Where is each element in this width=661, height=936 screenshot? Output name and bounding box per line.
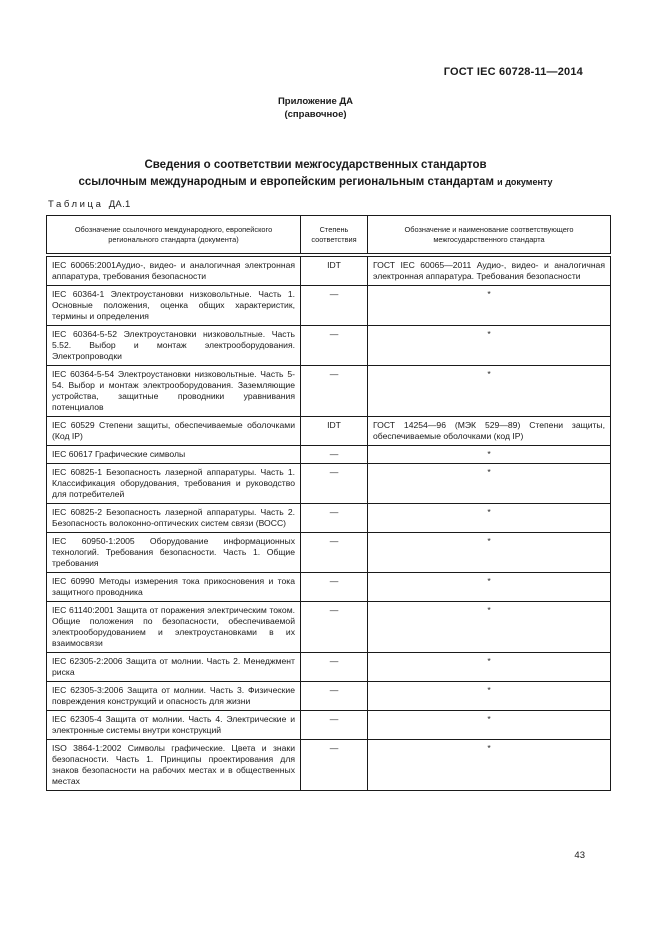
table-row (47, 464, 611, 504)
degree-cell: — (301, 602, 368, 653)
degree-cell: — (301, 464, 368, 504)
degree-cell: — (301, 366, 368, 417)
table-row (47, 366, 611, 417)
table-row (47, 504, 611, 533)
table-label-word: Таблица (48, 199, 104, 210)
degree-cell: — (301, 286, 368, 326)
table-row (47, 446, 611, 464)
document-code: ГОСТ IEC 60728-11—2014 (443, 66, 583, 78)
degree-cell: — (301, 653, 368, 682)
reference-standard-cell: IEC 60825-1 Безопасность лазерной аппаратуры. Часть 1. Классификация оборудования, требования и руководство для потребителей (47, 464, 301, 504)
reference-standard-cell: IEC 60364-5-52 Электроустановки низковольтные. Часть 5.52. Выбор и монтаж электрооборудования. Электропроводки (47, 326, 301, 366)
interstate-standard-cell: * (368, 653, 611, 682)
table-row (47, 257, 611, 286)
interstate-standard-cell: * (368, 446, 611, 464)
annex-subtitle: (справочное) (284, 109, 347, 120)
section-title-line2 (0, 174, 631, 191)
table-row (47, 326, 611, 366)
interstate-standard-cell: * (368, 573, 611, 602)
degree-cell: — (301, 533, 368, 573)
table-row (47, 711, 611, 740)
interstate-standard-cell: * (368, 682, 611, 711)
interstate-standard-cell: ГОСТ 14254—96 (МЭК 529—89) Степени защиты, обеспечиваемые оболочками (код IP) (368, 417, 611, 446)
section-title-line1: Сведения о соответствии межгосударственных стандартов (144, 159, 487, 171)
table-label-number: ДА.1 (108, 199, 131, 210)
reference-standard-cell: IEC 60950-1:2005 Оборудование информационных технологий. Требования безопасности. Часть 1. Общие требования (47, 533, 301, 573)
interstate-standard-cell: * (368, 533, 611, 573)
reference-standard-cell: IEC 60364-5-54 Электроустановки низковольтные. Часть 5-54. Выбор и монтаж электрооборудования. Заземляющие устройства, защитные проводники уравнивания потенциалов (47, 366, 301, 417)
degree-cell: — (301, 711, 368, 740)
column-header-interstate: Обозначение и наименование соответствующего межгосударственного стандарта (368, 216, 611, 254)
table-row (47, 573, 611, 602)
table-header-row (47, 216, 611, 254)
table-row (47, 602, 611, 653)
reference-standard-cell: IEC 62305-3:2006 Защита от молнии. Часть 3. Физические повреждения конструкций и опасность для жизни (47, 682, 301, 711)
degree-cell: — (301, 740, 368, 791)
degree-cell: — (301, 446, 368, 464)
reference-standard-cell: ISO 3864-1:2002 Символы графические. Цвета и знаки безопасности. Часть 1. Принципы проектирования для знаков безопасности на рабочих местах и в общественных местах (47, 740, 301, 791)
reference-standard-cell: IEC 60065:2001Аудио-, видео- и аналогичная электронная аппаратура, требования безопасности (47, 257, 301, 286)
table-row (47, 682, 611, 711)
page-number: 43 (574, 850, 585, 861)
interstate-standard-cell: * (368, 286, 611, 326)
table-row (47, 740, 611, 791)
degree-cell: — (301, 326, 368, 366)
reference-standard-cell: IEC 61140:2001 Защита от поражения электрическим током. Общие положения по безопасности, обеспечиваемой электрооборудованием и электроустановками в их взаимосвязи (47, 602, 301, 653)
interstate-standard-cell: ГОСТ IEC 60065—2011 Аудио-, видео- и аналогичная электронная аппаратура. Требования безопасности (368, 257, 611, 286)
interstate-standard-cell: * (368, 326, 611, 366)
degree-cell: — (301, 504, 368, 533)
annex-heading (0, 95, 631, 121)
degree-cell: — (301, 682, 368, 711)
reference-standard-cell: IEC 60617 Графические символы (47, 446, 301, 464)
correspondence-table (46, 215, 611, 791)
interstate-standard-cell: * (368, 740, 611, 791)
section-title-line2-small: и документу (497, 177, 553, 187)
interstate-standard-cell: * (368, 464, 611, 504)
interstate-standard-cell: * (368, 366, 611, 417)
annex-title: Приложение ДА (277, 96, 354, 107)
reference-standard-cell: IEC 62305-2:2006 Защита от молнии. Часть 2. Менеджмент риска (47, 653, 301, 682)
interstate-standard-cell: * (368, 602, 611, 653)
column-header-degree: Степень соответствия (301, 216, 368, 254)
table-row (47, 533, 611, 573)
reference-standard-cell: IEC 62305-4 Защита от молнии. Часть 4. Электрические и электронные системы внутри конструкций (47, 711, 301, 740)
interstate-standard-cell: * (368, 504, 611, 533)
reference-standard-cell: IEC 60364-1 Электроустановки низковольтные. Часть 1. Основные положения, оценка общих характеристик, термины и определения (47, 286, 301, 326)
table-row (47, 417, 611, 446)
section-title (0, 157, 631, 191)
reference-standard-cell: IEC 60529 Степени защиты, обеспечиваемые оболочками (Код IP) (47, 417, 301, 446)
table-row (47, 286, 611, 326)
degree-cell: IDT (301, 257, 368, 286)
table-row (47, 653, 611, 682)
column-header-reference: Обозначение ссылочного международного, европейского регионального стандарта (документа) (47, 216, 301, 254)
interstate-standard-cell: * (368, 711, 611, 740)
table-body (47, 257, 611, 791)
reference-standard-cell: IEC 60825-2 Безопасность лазерной аппаратуры. Часть 2. Безопасность волоконно-оптических систем связи (ВОСС) (47, 504, 301, 533)
section-title-line2-main: ссылочным международным и европейским региональным стандартам (78, 176, 494, 188)
table-label (48, 199, 131, 210)
degree-cell: IDT (301, 417, 368, 446)
reference-standard-cell: IEC 60990 Методы измерения тока прикосновения и тока защитного проводника (47, 573, 301, 602)
degree-cell: — (301, 573, 368, 602)
